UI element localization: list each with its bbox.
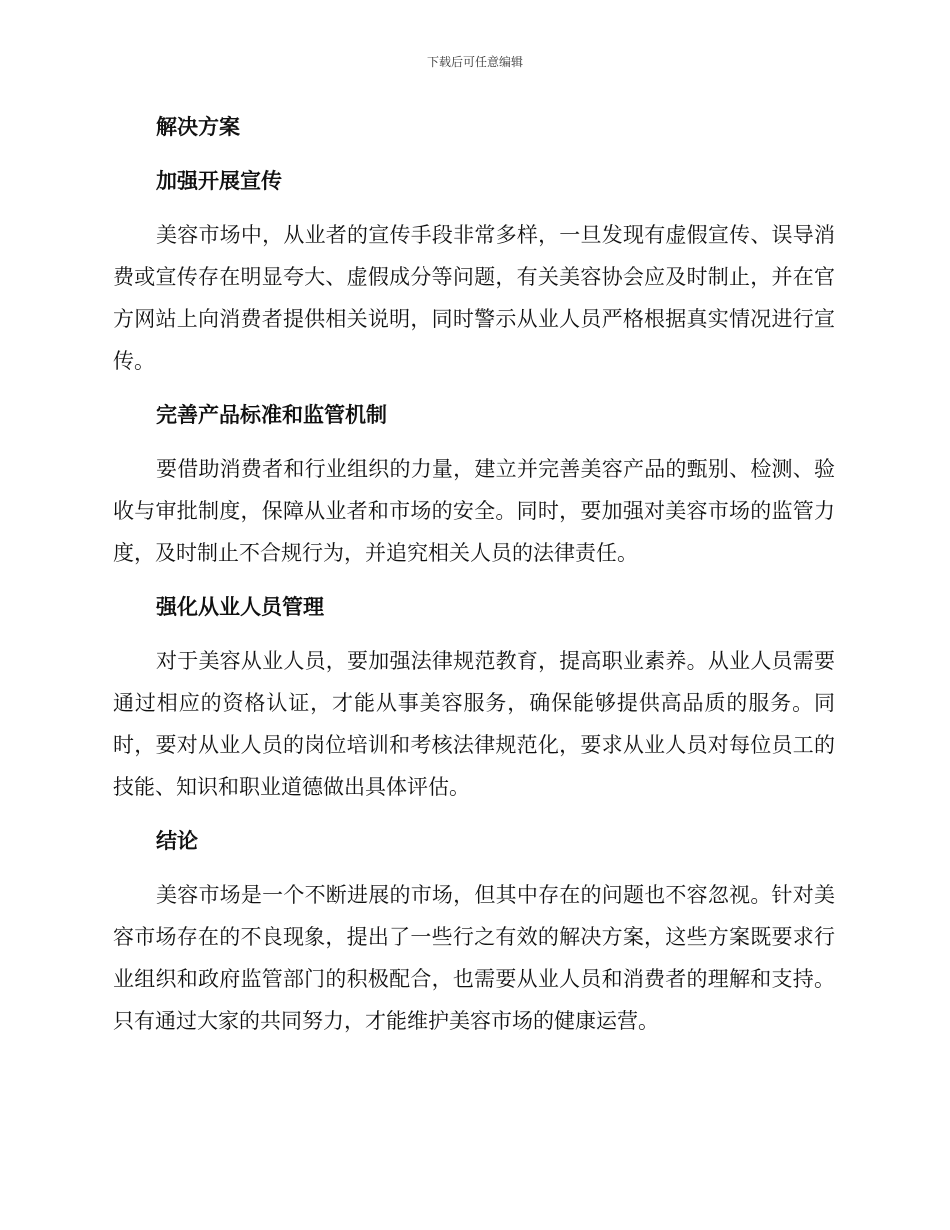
section-paragraph-promotion: 美容市场中，从业者的宣传手段非常多样，一旦发现有虚假宣传、误导消费或宣传存在明显夸大、虚假成分等问题，有关美容协会应及时制止，并在官方网站上向消费者提供相关说明，同时警示从业人员严格根据真实情况进行宣传。 [113, 223, 835, 373]
section-heading-conclusion: 结论 [156, 829, 198, 853]
section-paragraph-conclusion: 美容市场是一个不断进展的市场，但其中存在的问题也不容忽视。针对美容市场存在的不良现象，提出了一些行之有效的解决方案，这些方案既要求行业组织和政府监管部门的积极配合，也需要从业人员和消费者的理解和支持。只有通过大家的共同努力，才能维护美容市场的健康运营。 [113, 883, 835, 1033]
document-body [113, 108, 835, 1042]
section-heading-staff-management: 强化从业人员管理 [156, 595, 324, 619]
section-paragraph-standards: 要借助消费者和行业组织的力量，建立并完善美容产品的甄别、检测、验收与审批制度，保障从业者和市场的安全。同时，要加强对美容市场的监管力度，及时制止不合规行为，并追究相关人员的法律责任。 [113, 457, 835, 565]
page-header: 下载后可任意编辑 [426, 55, 523, 69]
section-heading-promotion: 加强开展宣传 [156, 169, 282, 193]
section-paragraph-staff-management: 对于美容从业人员，要加强法律规范教育，提高职业素养。从业人员需要通过相应的资格认证，才能从事美容服务，确保能够提供高品质的服务。同时，要对从业人员的岗位培训和考核法律规范化，要求从业人员对每位员工的技能、知识和职业道德做出具体评估。 [113, 649, 835, 799]
section-heading-standards: 完善产品标准和监管机制 [156, 403, 387, 427]
section-heading-solutions: 解决方案 [156, 115, 240, 139]
